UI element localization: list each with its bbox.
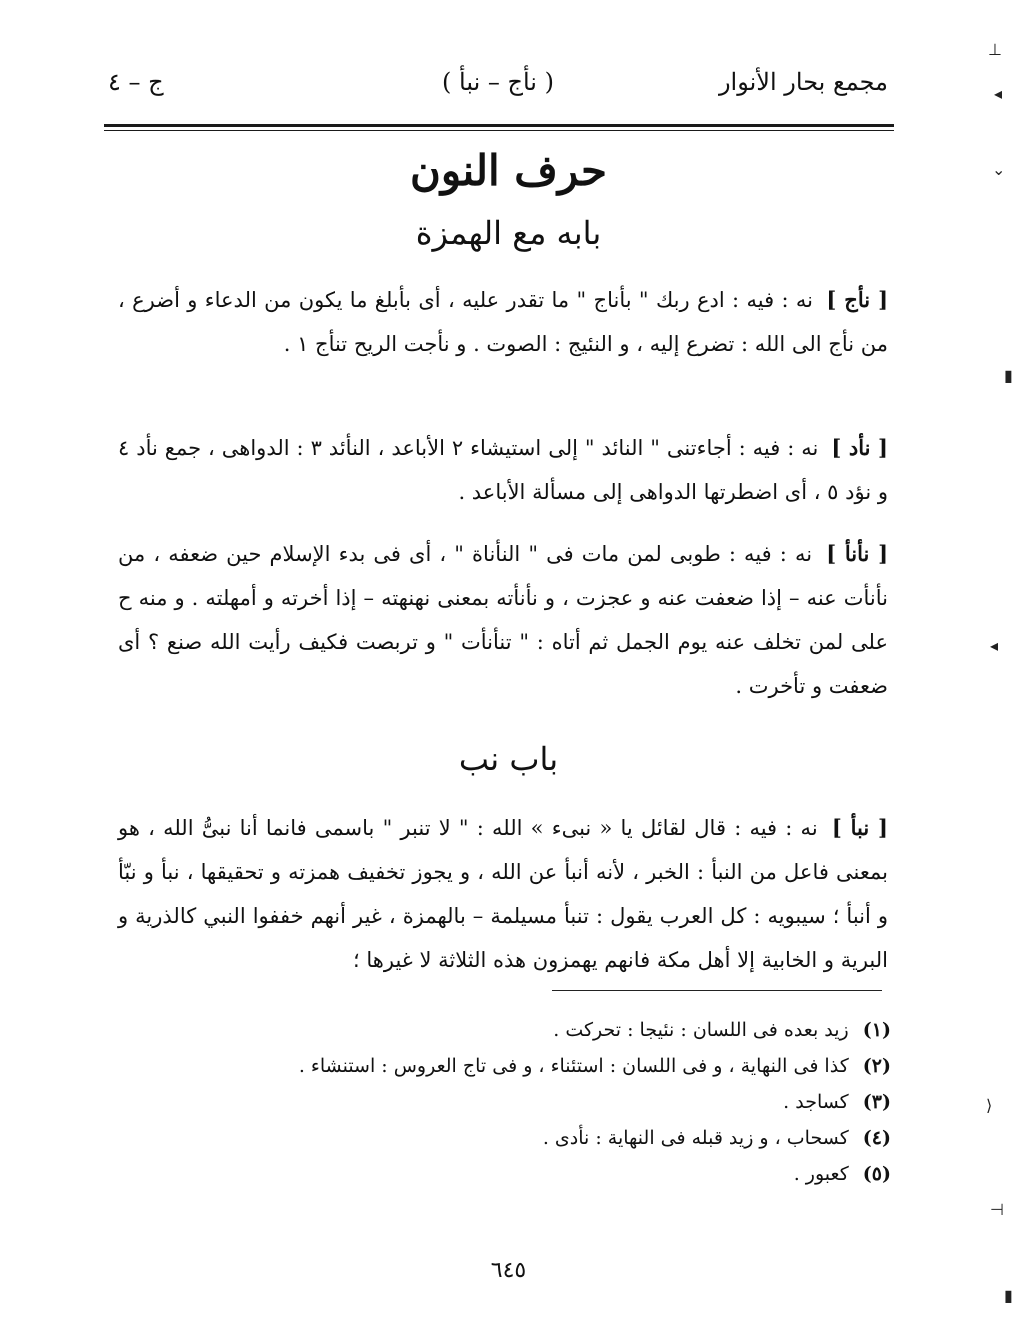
footnote-number: (٤) xyxy=(862,1127,891,1149)
entry-text: نه : فيه : أجاءتنى " النائد " إلى استيشاء ٢ الأباعد ، النأئد ٣ : الدواهى ، جمع نأد ٤ و نؤد ٥ ، أى اضطرتها الدواهى إلى مسألة الأباعد . xyxy=(118,436,888,504)
section-range: ( نأج – نبأ ) xyxy=(442,68,554,96)
entry-nana xyxy=(118,532,888,708)
entry-naba xyxy=(118,806,888,982)
scan-mark: ◂ xyxy=(990,636,999,655)
entry-text: نه : فيه : قال لقائل يا « نبىء » الله : " لا تنبر " باسمى فانما أنا نبىُّ الله ، هو بمعنى فاعل من النبأ : الخبر ، لأنه أنبأ عن الله ، و يجوز تخفيف همزته و تحقيقها ، نبأ و نبّأ و أنبأ ؛ سيبويه : كل العرب يقول : تنبأ مسيلمة – بالهمزة ، غير أنهم خففوا النبي كالذرية و البرية و الخابية إلا أهل مكة فانهم يهمزون هذه الثلاثة لا غيرها ؛ xyxy=(118,816,888,972)
footnote-text: كسحاب ، و زيد قبله فى النهاية : نأدى . xyxy=(542,1127,849,1149)
footnote xyxy=(191,1120,891,1156)
footnote xyxy=(191,1012,891,1048)
footnote-divider xyxy=(552,990,882,991)
page-number: ٦٤٥ xyxy=(490,1258,527,1283)
scan-mark: ⊢ xyxy=(990,1200,1004,1219)
section-heading-hamza: بابه مع الهمزة xyxy=(415,214,602,252)
entry-naj xyxy=(118,278,888,366)
scan-mark: ⊥ xyxy=(988,40,1002,59)
header-rule-thick xyxy=(104,124,894,127)
footnotes xyxy=(191,1012,891,1192)
scan-mark: ▮ xyxy=(1004,1286,1013,1305)
footnote-text: كعبور . xyxy=(793,1163,849,1185)
footnote-number: (١) xyxy=(862,1019,891,1041)
entry-text: نه : فيه : ادع ربك " بأناج " ما تقدر عليه ، أى بأبلغ ما يكون من الدعاء و أضرع ، من نأج الى الله : تضرع إليه ، و النئيج : الصوت . و نأجت الريح تنأج ١ . xyxy=(118,288,888,356)
entry-text: نه : فيه : طوبى لمن مات فى " النأناة " ، أى فى بدء الإسلام حين ضعفه ، من نأنأت عنه – إذا ضعفت عنه و عجزت ، و نأنأته بمعنى نهنهته – إذا أخرته و أمهلته . و منه ح على لمن تخلف عنه يوم الجمل ثم أتاه : " تنأنأت " و تربصت فكيف رأيت الله صنع ؟ أى ضعفت و تأخرت . xyxy=(118,542,888,698)
book-title: مجمع بحار الأنوار xyxy=(718,68,888,96)
volume-number: ج – ٤ xyxy=(108,68,164,96)
scan-mark: ⟨ xyxy=(986,1096,993,1115)
footnote xyxy=(191,1156,891,1192)
footnote-text: كساجد . xyxy=(783,1091,849,1113)
section-heading-nab: باب نب xyxy=(458,740,559,778)
entry-lemma: [ نبأ ] xyxy=(831,815,888,840)
entry-lemma: [ نأد ] xyxy=(831,435,888,460)
footnote-number: (٥) xyxy=(862,1163,891,1185)
scan-mark: ◂ xyxy=(994,84,1003,103)
scan-mark: ⌄ xyxy=(992,160,1006,179)
footnote-number: (٢) xyxy=(862,1055,891,1077)
footnote xyxy=(191,1084,891,1120)
entry-lemma: [ نأج ] xyxy=(826,287,889,312)
scan-mark: ▮ xyxy=(1004,366,1013,385)
chapter-title: حرف النون xyxy=(410,146,607,195)
entry-nad xyxy=(118,426,888,514)
footnote xyxy=(191,1048,891,1084)
footnote-text: زيد بعده فى اللسان : نئيجا : تحركت . xyxy=(553,1019,849,1041)
entry-lemma: [ نأنأ ] xyxy=(826,541,889,566)
footnote-text: كذا فى النهاية ، و فى اللسان : استئناء ، و فى تاج العروس : استنشاء . xyxy=(298,1055,849,1077)
running-header xyxy=(108,68,888,112)
footnote-number: (٣) xyxy=(862,1091,891,1113)
header-rule-thin xyxy=(104,130,894,131)
